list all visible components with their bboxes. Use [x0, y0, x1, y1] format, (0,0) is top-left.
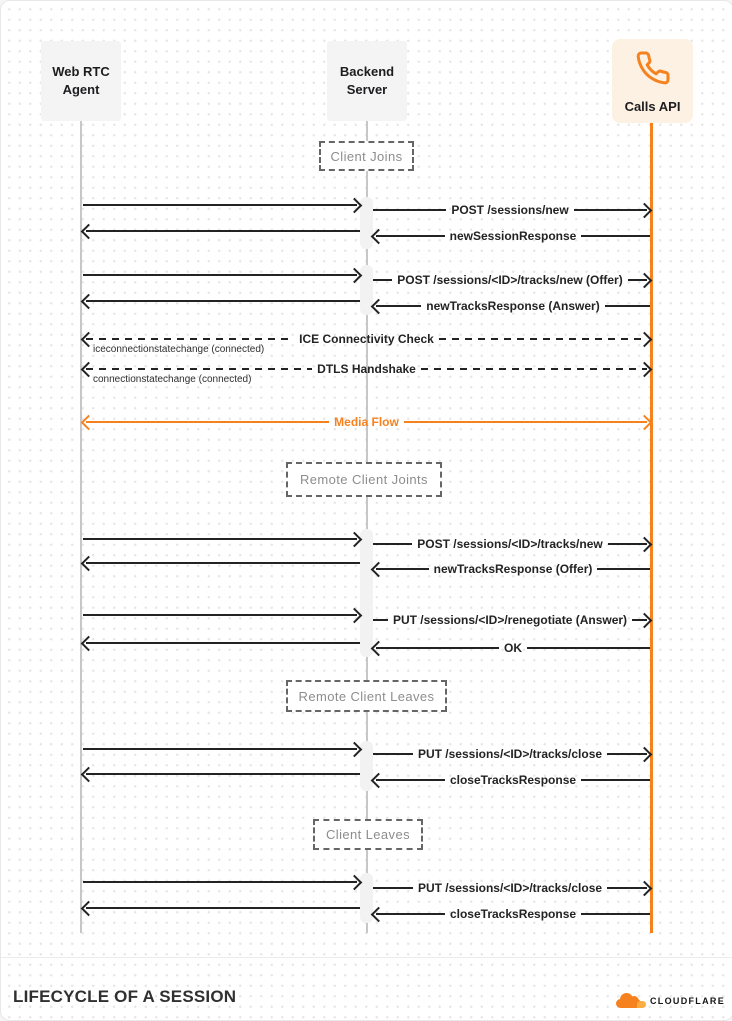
- arrow-backend-to-agent: [83, 767, 360, 781]
- footer-divider: [1, 957, 732, 958]
- lifeline-calls-api: [650, 123, 653, 933]
- phase-client-leaves: [313, 819, 423, 850]
- connection-state-sublabel: connectionstatechange (connected): [93, 374, 252, 385]
- message-label: closeTracksResponse: [449, 906, 577, 921]
- message-label: POST /sessions/<ID>/tracks/new (Offer): [397, 272, 623, 287]
- message-label: PUT /sessions/<ID>/tracks/close: [417, 880, 603, 895]
- arrow-agent-to-backend: [83, 532, 360, 546]
- arrow-backend-to-api: [373, 273, 650, 287]
- arrow-media-flow: [83, 415, 650, 429]
- actor-web-rtc-agent: [41, 41, 121, 121]
- lifeline-web-rtc-agent: [80, 121, 82, 933]
- phase-remote-client-joints: [286, 462, 442, 497]
- arrow-agent-to-backend: [83, 875, 360, 889]
- arrow-agent-to-backend: [83, 198, 360, 212]
- arrow-api-to-backend: [373, 229, 650, 243]
- actor-label: Calls API: [624, 98, 681, 114]
- arrow-api-to-backend: [373, 773, 650, 787]
- arrow-agent-to-backend: [83, 742, 360, 756]
- activation-bar: [360, 529, 373, 657]
- actor-calls-api: [612, 39, 693, 123]
- message-label: Media Flow: [334, 414, 399, 429]
- message-label: PUT /sessions/<ID>/tracks/close: [417, 746, 603, 761]
- actor-label: Web RTC: [52, 64, 110, 80]
- message-label: DTLS Handshake: [317, 361, 416, 376]
- arrow-agent-to-backend: [83, 268, 360, 282]
- arrow-backend-to-agent: [83, 636, 360, 650]
- actor-label: Backend: [339, 64, 395, 80]
- message-label: POST /sessions/<ID>/tracks/new: [417, 536, 603, 551]
- arrow-api-to-backend: [373, 299, 650, 313]
- cloudflare-logo: [616, 993, 725, 1008]
- arrow-api-to-backend: [373, 907, 650, 921]
- phase-remote-client-leaves: [286, 680, 447, 712]
- arrow-backend-to-agent: [83, 901, 360, 915]
- actor-label: Server: [346, 82, 388, 97]
- message-label: PUT /sessions/<ID>/renegotiate (Answer): [392, 612, 628, 627]
- page-title: LIFECYCLE OF A SESSION: [13, 987, 237, 1006]
- arrow-api-to-backend: [373, 562, 650, 576]
- message-label: newTracksResponse (Answer): [426, 298, 600, 313]
- arrow-backend-to-agent: [83, 224, 360, 238]
- phase-label: Client Leaves: [326, 827, 410, 842]
- arrow-backend-to-api: [373, 613, 650, 627]
- arrow-backend-to-api: [373, 537, 650, 551]
- message-label: POST /sessions/new: [451, 202, 569, 217]
- message-label: newTracksResponse (Offer): [433, 561, 593, 576]
- message-label: OK: [504, 640, 522, 655]
- phase-label: Remote Client Joints: [300, 472, 428, 487]
- arrow-backend-to-agent: [83, 294, 360, 308]
- ice-state-sublabel: iceconnectionstatechange (connected): [93, 344, 265, 355]
- cloudflare-cloud-icon: [616, 993, 646, 1008]
- message-label: closeTracksResponse: [449, 772, 577, 787]
- arrow-api-to-backend: [373, 641, 650, 655]
- arrow-backend-to-api: [373, 203, 650, 217]
- arrow-agent-to-backend: [83, 608, 360, 622]
- message-label: newSessionResponse: [449, 228, 577, 243]
- message-label: ICE Connectivity Check: [299, 331, 434, 346]
- arrow-backend-to-api: [373, 881, 650, 895]
- actor-backend-server: [327, 41, 407, 121]
- phase-label: Remote Client Leaves: [298, 688, 435, 704]
- cloudflare-wordmark: CLOUDFLARE: [650, 995, 725, 1006]
- actor-label: Agent: [62, 82, 100, 97]
- phase-client-joins: [319, 141, 414, 171]
- arrow-backend-to-agent: [83, 556, 360, 570]
- arrow-backend-to-api: [373, 747, 650, 761]
- phone-icon: [635, 50, 671, 91]
- phase-label: Client Joins: [330, 148, 403, 164]
